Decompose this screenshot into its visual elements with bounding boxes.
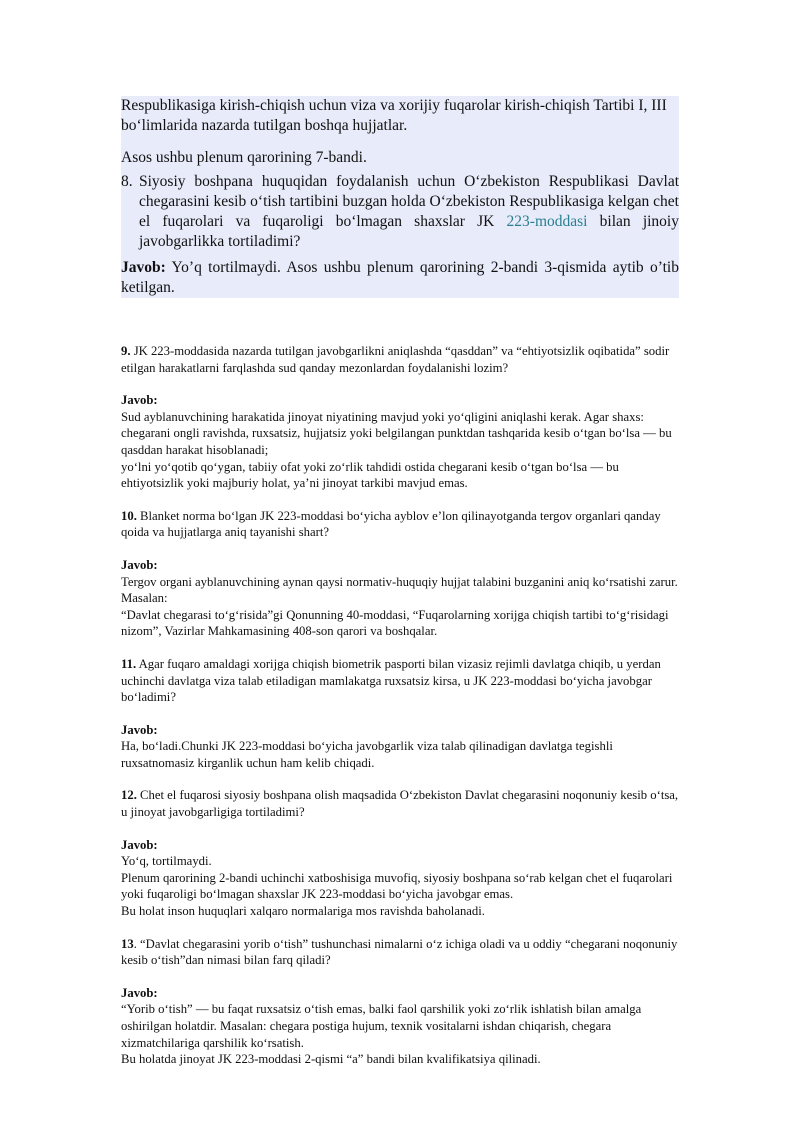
answer-line: “Davlat chegarasi to‘g‘risida”gi Qonunning 40-moddasi, “Fuqarolarning xorijga chiqish tartibi to‘g‘risidagi nizom”, Vazirlar Mahkamasining 408-son qarori va boshqalar. [121, 607, 669, 639]
answer-line: Tergov organi ayblanuvchining aynan qaysi normativ-huquqiy hujjat talabini buzganini aniq ko‘rsatishi zarur. Masalan: [121, 574, 678, 606]
answer-label: Javob: [121, 985, 158, 1000]
answer-label: Javob: [121, 722, 158, 737]
answer-line: yo‘lni yo‘qotib qo‘ygan, tabiiy ofat yoki zo‘rlik tahdidi ostida chegarani kesib o‘tgan bo‘lsa — bu ehtiyotsizlik yoki majburiy holat, ya’ni jinoyat tarkibi mavjud emas. [121, 459, 619, 491]
question-11: 11. Agar fuqaro amaldagi xorijga chiqish biometrik pasporti bilan vizasiz rejimli davlatga chiqib, u yerdan uchinchi davlatga viza talab etiladigan mamlakatga ruxsatsiz kirsa, u JK 223-moddasi bo‘yicha javobgar bo‘ladimi? [121, 656, 661, 705]
question-12: 12. Chet el fuqarosi siyosiy boshpana olish maqsadida O‘zbekiston Davlat chegarasini noqonuniy kesib o‘tsa, u jinoyat javobgarligiga tortiladimi? [121, 788, 679, 820]
question-9: 9. JK 223-moddasida nazarda tutilgan javobgarlikni aniqlashda “qasddan” va “ehtiyotsizlik oqibatida” sodir etilgan harakatlarni farqlashda sud qanday mezonlardan foydalanishi lozim? [121, 344, 670, 375]
answer-line: Plenum qarorining 2-bandi uchinchi xatboshisiga muvofiq, siyosiy boshpana so‘rab kelgan chet el fuqarolari yoki fuqaroligi bo‘lmagan shaxslar JK 223-moddasi bo‘yicha javobgar emas. [121, 870, 673, 902]
answer-line: “Yorib o‘tish” — bu faqat ruxsatsiz o‘tish emas, balki faol qarshilik yoki zo‘rlik ishlatish bilan amalga oshirilgan holatdir. Masalan: chegara postiga hujum, texnik vositalarni ishdan chiqarish, chegara xizmatchilariga qarshilik ko‘rsatish. [121, 1002, 642, 1050]
answer-line: Sud ayblanuvchining harakatida jinoyat niyatining mavjud yoki yo‘qligini aniqlashi kerak. Agar shaxs: chegarani ongli ravishda, ruxsatsiz, hujjatsiz yoki belgilangan punktdan tashqarida kesib o‘tgan bo‘lsa — bu qasddan harakat hisoblanadi; [121, 409, 672, 457]
answer-line: Bu holat inson huquqlari xalqaro normalariga mos ravishda baholanadi. [121, 904, 485, 919]
answer-label: Javob: [121, 837, 158, 852]
answer-label: Javob: [121, 557, 158, 572]
paragraph-basis: Asos ushbu plenum qarorining 7-bandi. [121, 142, 679, 172]
answer-8: Javob: Yo’q tortilmaydi. Asos ushbu plenum qarorining 2-bandi 3-qismida aytib o’tib ketilgan. [121, 259, 679, 296]
question-number: 8. [121, 173, 133, 190]
qa-section [121, 343, 681, 1068]
question-8 [121, 172, 679, 258]
answer-label: Javob: [121, 259, 166, 276]
question-13: 13. “Davlat chegarasini yorib o‘tish” tushunchasi nimalarni o‘z ichiga oladi va u oddiy “chegarani noqonuniy kesib o‘tish”dan nimasi bilan farq qiladi? [121, 936, 678, 968]
paragraph-documents: Respublikasiga kirish-chiqish uchun viza va xorijiy fuqarolar kirish-chiqish Tartibi I, III bo‘limlarida nazarda tutilgan boshqa hujjatlar. [121, 96, 679, 142]
answer-label: Javob: [121, 393, 158, 408]
answer-line: Ha, bo‘ladi.Chunki JK 223-moddasi bo‘yicha javobgarlik viza talab qilinadigan davlatga tegishli ruxsatnomasiz kirganlik uchun ham kelib chiqadi. [121, 739, 613, 770]
question-text: Siyosiy boshpana huquqidan foydalanish uchun O‘zbekiston Respublikasi Davlat chegarasini kesib o‘tish tartibini buzgan holda O‘zbekiston Respublikasiga kelgan chet el fuqarolari va fuqaroligi bo‘lmagan shaxslar JK 223-moddasi bilan jinoiy javobgarlikka tortiladimi? [139, 173, 679, 250]
question-10: 10. Blanket norma bo‘lgan JK 223-moddasi bo‘yicha ayblov e’lon qilinayotganda tergov organlari qanday qoida va hujjatlarga aniq tayanishi shart? [121, 508, 661, 540]
answer-line: Yo‘q, tortilmaydi. [121, 854, 212, 869]
highlighted-section [121, 96, 679, 298]
answer-line: Bu holatda jinoyat JK 223-moddasi 2-qismi “a” bandi bilan kvalifikatsiya qilinadi. [121, 1052, 541, 1067]
article-link[interactable]: 223-moddasi [506, 213, 588, 230]
